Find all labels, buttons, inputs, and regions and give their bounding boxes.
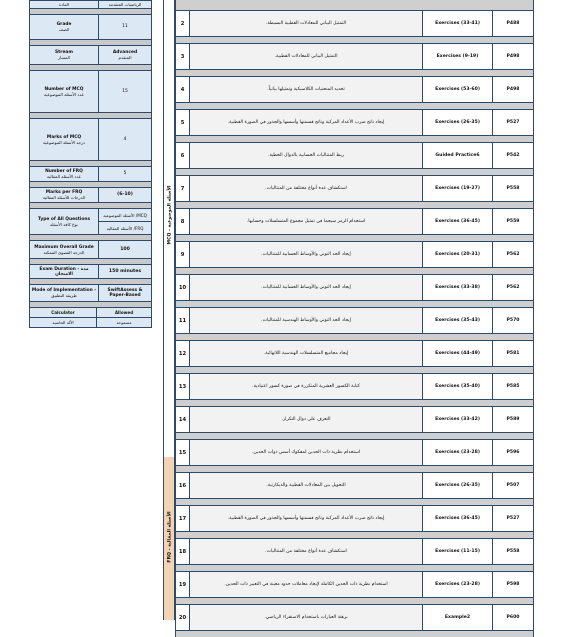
row-number: 5 [176,110,190,135]
grade-label-ar: الصف [58,27,70,32]
calculator-value-ar: مسموحة [97,317,151,327]
mcq-count-label-en: Number of MCQ [44,86,84,92]
row-description: استكشاف عدة أنواع مختلفة من المتتاليات. [190,176,423,201]
row-description: إيجاد مجاميع المتسلسلات الهندسية اللانهائية. [190,341,423,366]
row-exercises: Guided Practice6 [423,143,493,168]
row-description: التعرف على دوال التكرار. [190,407,423,432]
stream-value-en: Advanced [112,50,138,55]
row-number: 2 [176,11,190,36]
mcq-count-row [29,71,152,113]
row-divider [175,631,534,637]
table-row [175,604,534,631]
table-row [175,10,534,37]
stream-value-ar: المتقدم [118,55,132,60]
row-description: استخدام نظرية ذات الحدين الكاملة لإيجاد معاملات حدود معينة في التعبير ذات الحدين. [190,572,423,597]
row-exercises: Exercises (23-28) [423,440,493,465]
frq-marks-label-en: Marks per FRQ [45,190,83,195]
mode-label-ar: طريقة التطبيق [51,293,77,298]
table-row [175,142,534,169]
grade-value: 11 [122,24,128,29]
duration-value: 150 minutes [108,268,142,274]
table-row [175,373,534,400]
row-exercises: Exercises (19-27) [423,176,493,201]
row-number: 3 [176,44,190,69]
row-exercises: Exercises (9-19) [423,44,493,69]
table-row [175,109,534,136]
row-exercises: Exercises (20-31) [423,242,493,267]
frq-section-label: FRQ - الأسئلة المقالية [167,511,173,563]
row-description: استكشاف عدة أنواع مختلفة من المتتاليات. [190,539,423,564]
row-number: 12 [176,341,190,366]
max-grade-value: 100 [120,246,130,252]
questions-table [163,0,534,620]
calculator-label-ar: الآلة الحاسبة [30,317,96,327]
grade-row [29,15,152,40]
row-exercises: Exercises (26-35) [423,473,493,498]
row-number: 9 [176,242,190,267]
row-page: P581 [506,351,520,356]
row-description: ربط المتتاليات الحسابية بالدوال الخطية. [190,143,423,168]
mcq-section-label: MCQ - الأسئلة الموضوعية [167,185,173,245]
table-row [175,307,534,334]
frq-count-label-ar: عدد الأسئلة المقالية [46,174,82,179]
row-exercises: Exercises (53-60) [423,77,493,102]
row-page: P596 [506,450,520,455]
row-description: كتابة الكسور العشرية المتكررة في صورة كسور اعتيادية. [190,374,423,399]
calculator-row [29,308,152,328]
row-number: 6 [176,143,190,168]
row-description: التمثيل البياني للمعادلات القطبية. [190,44,423,69]
table-row [175,406,534,433]
row-page: P598 [506,582,520,587]
table-row [175,76,534,103]
duration-label: Exam Duration - مدة الامتحان [39,266,89,277]
question-type-mcq: الأسئلة الموضوعية /MCQ [103,212,147,218]
row-page: P542 [506,153,520,158]
table-row [175,538,534,565]
mode-row [29,285,152,302]
row-description: التحويل بين المعادلات القطبية والديكارتية. [190,473,423,498]
table-row [175,571,534,598]
row-exercises: Exercises (35-40) [423,374,493,399]
row-number: 8 [176,209,190,234]
table-row [175,175,534,202]
row-page: P558 [506,549,520,554]
mcq-marks-row [29,119,152,161]
row-description: إيجاد ناتج ضرب الأعداد المركبة وناتج قسمتها وأسسها والجذور في الصورة القطبية. [190,506,423,531]
row-number: 4 [176,77,190,102]
row-page: P559 [506,219,520,224]
mode-value: SwiftAssess & Paper-Based [107,288,143,298]
row-description: استخدام نظرية ذات الحدين لمفكوك أسس ذوات الحدين. [190,440,423,465]
frq-count-value: 5 [123,171,127,176]
mcq-marks-label-en: Marks of MCQ [46,134,82,140]
row-page: P527 [506,516,520,521]
row-exercises: Exercises (23-28) [423,572,493,597]
frq-count-label-en: Number of FRQ [45,169,83,174]
mcq-count-value: 15 [122,88,128,94]
row-exercises: Example2 [423,605,493,630]
frq-marks-row [29,188,152,203]
row-number: 20 [176,605,190,630]
row-exercises: Exercises (35-43) [423,308,493,333]
row-number: 11 [176,308,190,333]
row-number: 7 [176,176,190,201]
table-row [175,505,534,532]
row-page: P507 [506,483,520,488]
row-number: 19 [176,572,190,597]
row-exercises: Exercises (36-45) [423,209,493,234]
row-exercises: Exercises (11-15) [423,539,493,564]
table-row [175,43,534,70]
calculator-value-en: Allowed [114,310,134,315]
exam-spec-table [29,0,152,328]
row-exercises: Exercises (26-35) [423,110,493,135]
row-page: P585 [506,384,520,389]
max-grade-label-en: Maximum Overall Grade [34,244,94,250]
frq-marks-value: (6-10) [117,192,133,197]
row-exercises: Exercises (33-42) [423,407,493,432]
frq-count-row [29,167,152,182]
row-description: استخدام الرمز سيجما في تمثيل مجموع المتسلسلات وحسابها. [190,209,423,234]
row-page: P589 [506,417,520,422]
row-page: P558 [506,186,520,191]
mcq-marks-value: 4 [123,136,127,142]
max-grade-row [29,241,152,259]
row-exercises: Exercises (44-49) [423,341,493,366]
row-divider [175,0,534,10]
table-row [175,439,534,466]
table-row [175,274,534,301]
row-description: برهنة العبارات باستخدام الاستقراء الرياضي. [190,605,423,630]
subject-label: المادة [58,2,70,7]
row-page: P562 [506,285,520,290]
row-number: 16 [176,473,190,498]
row-page: P600 [506,615,520,620]
row-number: 17 [176,506,190,531]
row-page: P562 [506,252,520,257]
question-types-label-en: Type of All Questions [37,216,91,222]
row-number: 18 [176,539,190,564]
row-description: إيجاد الحد النوني والأوساط الحسابية للمتتاليات. [190,242,423,267]
subject-value: الرياضيات المتقدمة [108,2,142,7]
row-description: تحديد المنحنيات الكلاسيكية وتمثيلها بيانياً. [190,77,423,102]
duration-row [29,265,152,279]
row-description: إيجاد ناتج ضرب الأعداد المركبة وناتج قسمتها وأسسها والجذور في الصورة القطبية. [190,110,423,135]
row-number: 15 [176,440,190,465]
row-page: P527 [506,120,520,125]
stream-label-ar: المسار [58,55,70,60]
row-exercises: Exercises (36-45) [423,506,493,531]
row-number: 14 [176,407,190,432]
table-row [175,241,534,268]
mode-label-en: Mode of Implementation - [31,288,97,293]
question-types-row [29,209,152,235]
row-exercises: Exercises (33-38) [423,275,493,300]
grade-label-en: Grade [56,22,72,27]
subject-row [29,0,152,9]
frq-section-column [163,457,175,620]
stream-row [29,46,152,65]
frq-marks-label-ar: الدرجات للأسئلة المقالية [42,195,86,200]
row-description: إيجاد الحد النوني والأوساط الهندسية للمتتاليات. [190,308,423,333]
stream-label-en: Stream [55,50,73,55]
table-row [175,208,534,235]
max-grade-label-ar: الدرجة القصوى الممكنة [43,249,85,255]
row-exercises: Exercises (33-41) [423,11,493,36]
row-page: P498 [506,54,520,59]
row-page: P498 [506,87,520,92]
row-page: P570 [506,318,520,323]
row-page: P488 [506,21,520,26]
calculator-label-en: Calculator [51,310,75,315]
row-number: 13 [176,374,190,399]
row-description: التمثيل البياني للمعادلات القطبية البسيطة. [190,11,423,36]
table-row [175,472,534,499]
mcq-count-label-ar: عدد الأسئلة الموضوعية [44,91,84,97]
row-number: 10 [176,275,190,300]
mcq-section-column [163,0,175,457]
mcq-marks-label-ar: درجة الأسئلة الموضوعية [42,139,86,145]
row-description: إيجاد الحد النوني والأوساط الحسابية للمتتاليات. [190,275,423,300]
table-row [175,340,534,367]
question-type-frq: الأسئلة المقالية /FRQ [99,221,151,234]
question-types-label-ar: نوع كافة الأسئلة [50,221,78,227]
